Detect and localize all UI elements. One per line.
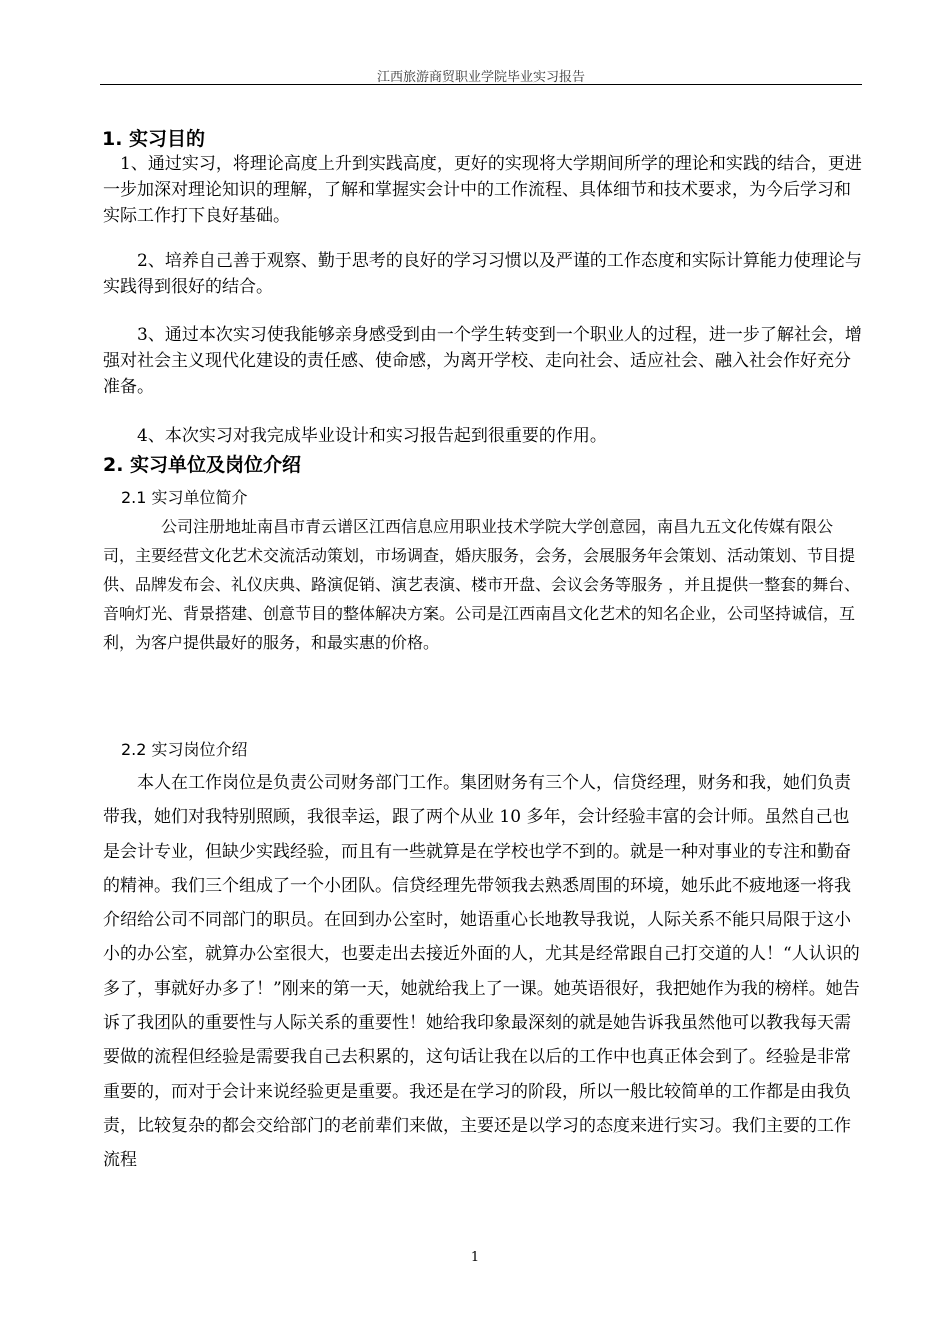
section-1-paragraph-3: 3、通过本次实习使我能够亲身感受到由一个学生转变到一个职业人的过程，进一步了解社会，增强对社会主义现代化建设的责任感、使命感，为离开学校、走向社会、适应社会、融入社会作好充分准备。	[103, 325, 862, 397]
header-divider	[100, 84, 862, 85]
section-1-paragraph-4: 4、本次实习对我完成毕业设计和实习报告起到很重要的作用。	[137, 426, 607, 446]
page-number: 1	[470, 1250, 480, 1265]
section-2-2-paragraph: 本人在工作岗位是负责公司财务部门工作。集团财务有三个人，信贷经理，财务和我，她们负责带我，她们对我特别照顾，我很幸运，跟了两个从业 10 多年，会计经验丰富的会计师。虽然自己也是会计专业，但缺少实践经验，而且有一些就算是在学校也学不到的。就是一种对事业的专注和勤奋的精神。我们三个组成了一个小团队。信贷经理先带领我去熟悉周围的环境，她乐此不疲地逐一将我介绍给公司不同部门的职员。在回到办公室时，她语重心长地教导我说，人际关系不能只局限于这小小的办公室，就算办公室很大，也要走出去接近外面的人，尤其是经常跟自己打交道的人！“人认识的多了，事就好办多了！”刚来的第一天，她就给我上了一课。她英语很好，我把她作为我的榜样。她告诉了我团队的重要性与人际关系的重要性！她给我印象最深刻的就是她告诉我虽然他可以教我每天需要做的流程但经验是需要我自己去积累的，这句话让我在以后的工作中也真正体会到了。经验是非常重要的，而对于会计来说经验更是重要。我还是在学习的阶段，所以一般比较简单的工作都是由我负责，比较复杂的都会交给部门的老前辈们来做，主要还是以学习的态度来进行实习。我们主要的工作流程	[103, 773, 860, 1171]
section-1-heading: 1. 实习目的	[102, 128, 206, 150]
section-2-2-heading: 2.2 实习岗位介绍	[121, 740, 248, 759]
section-1-paragraph-2: 2、培养自己善于观察、勤于思考的良好的学习习惯以及严谨的工作态度和实际计算能力使理论与实践得到很好的结合。	[103, 251, 862, 297]
section-2-heading: 2. 实习单位及岗位介绍	[103, 454, 302, 476]
page-header: 江西旅游商贸职业学院毕业实习报告	[376, 70, 585, 85]
section-2-1-paragraph: 公司注册地址南昌市青云谱区江西信息应用职业技术学院大学创意园，南昌九五文化传媒有限公司，主要经营文化艺术交流活动策划，市场调查，婚庆服务，会务，会展服务年会策划、活动策划、节目提供、品牌发布会、礼仪庆典、路演促销、演艺表演、楼市开盘、会议会务等服务 ，并且提供一整套的舞台、音响灯光、背景搭建、创意节目的整体解决方案。公司是江西南昌文化艺术的知名企业，公司坚持诚信，互利，为客户提供最好的服务，和最实惠的价格。	[103, 517, 861, 652]
section-1-paragraph-1: 1、通过实习，将理论高度上升到实践高度，更好的实现将大学期间所学的理论和实践的结合，更进一步加深对理论知识的理解，了解和掌握实会计中的工作流程、具体细节和技术要求，为今后学习和实际工作打下良好基础。	[103, 154, 862, 226]
section-2-1-heading: 2.1 实习单位简介	[121, 488, 248, 507]
